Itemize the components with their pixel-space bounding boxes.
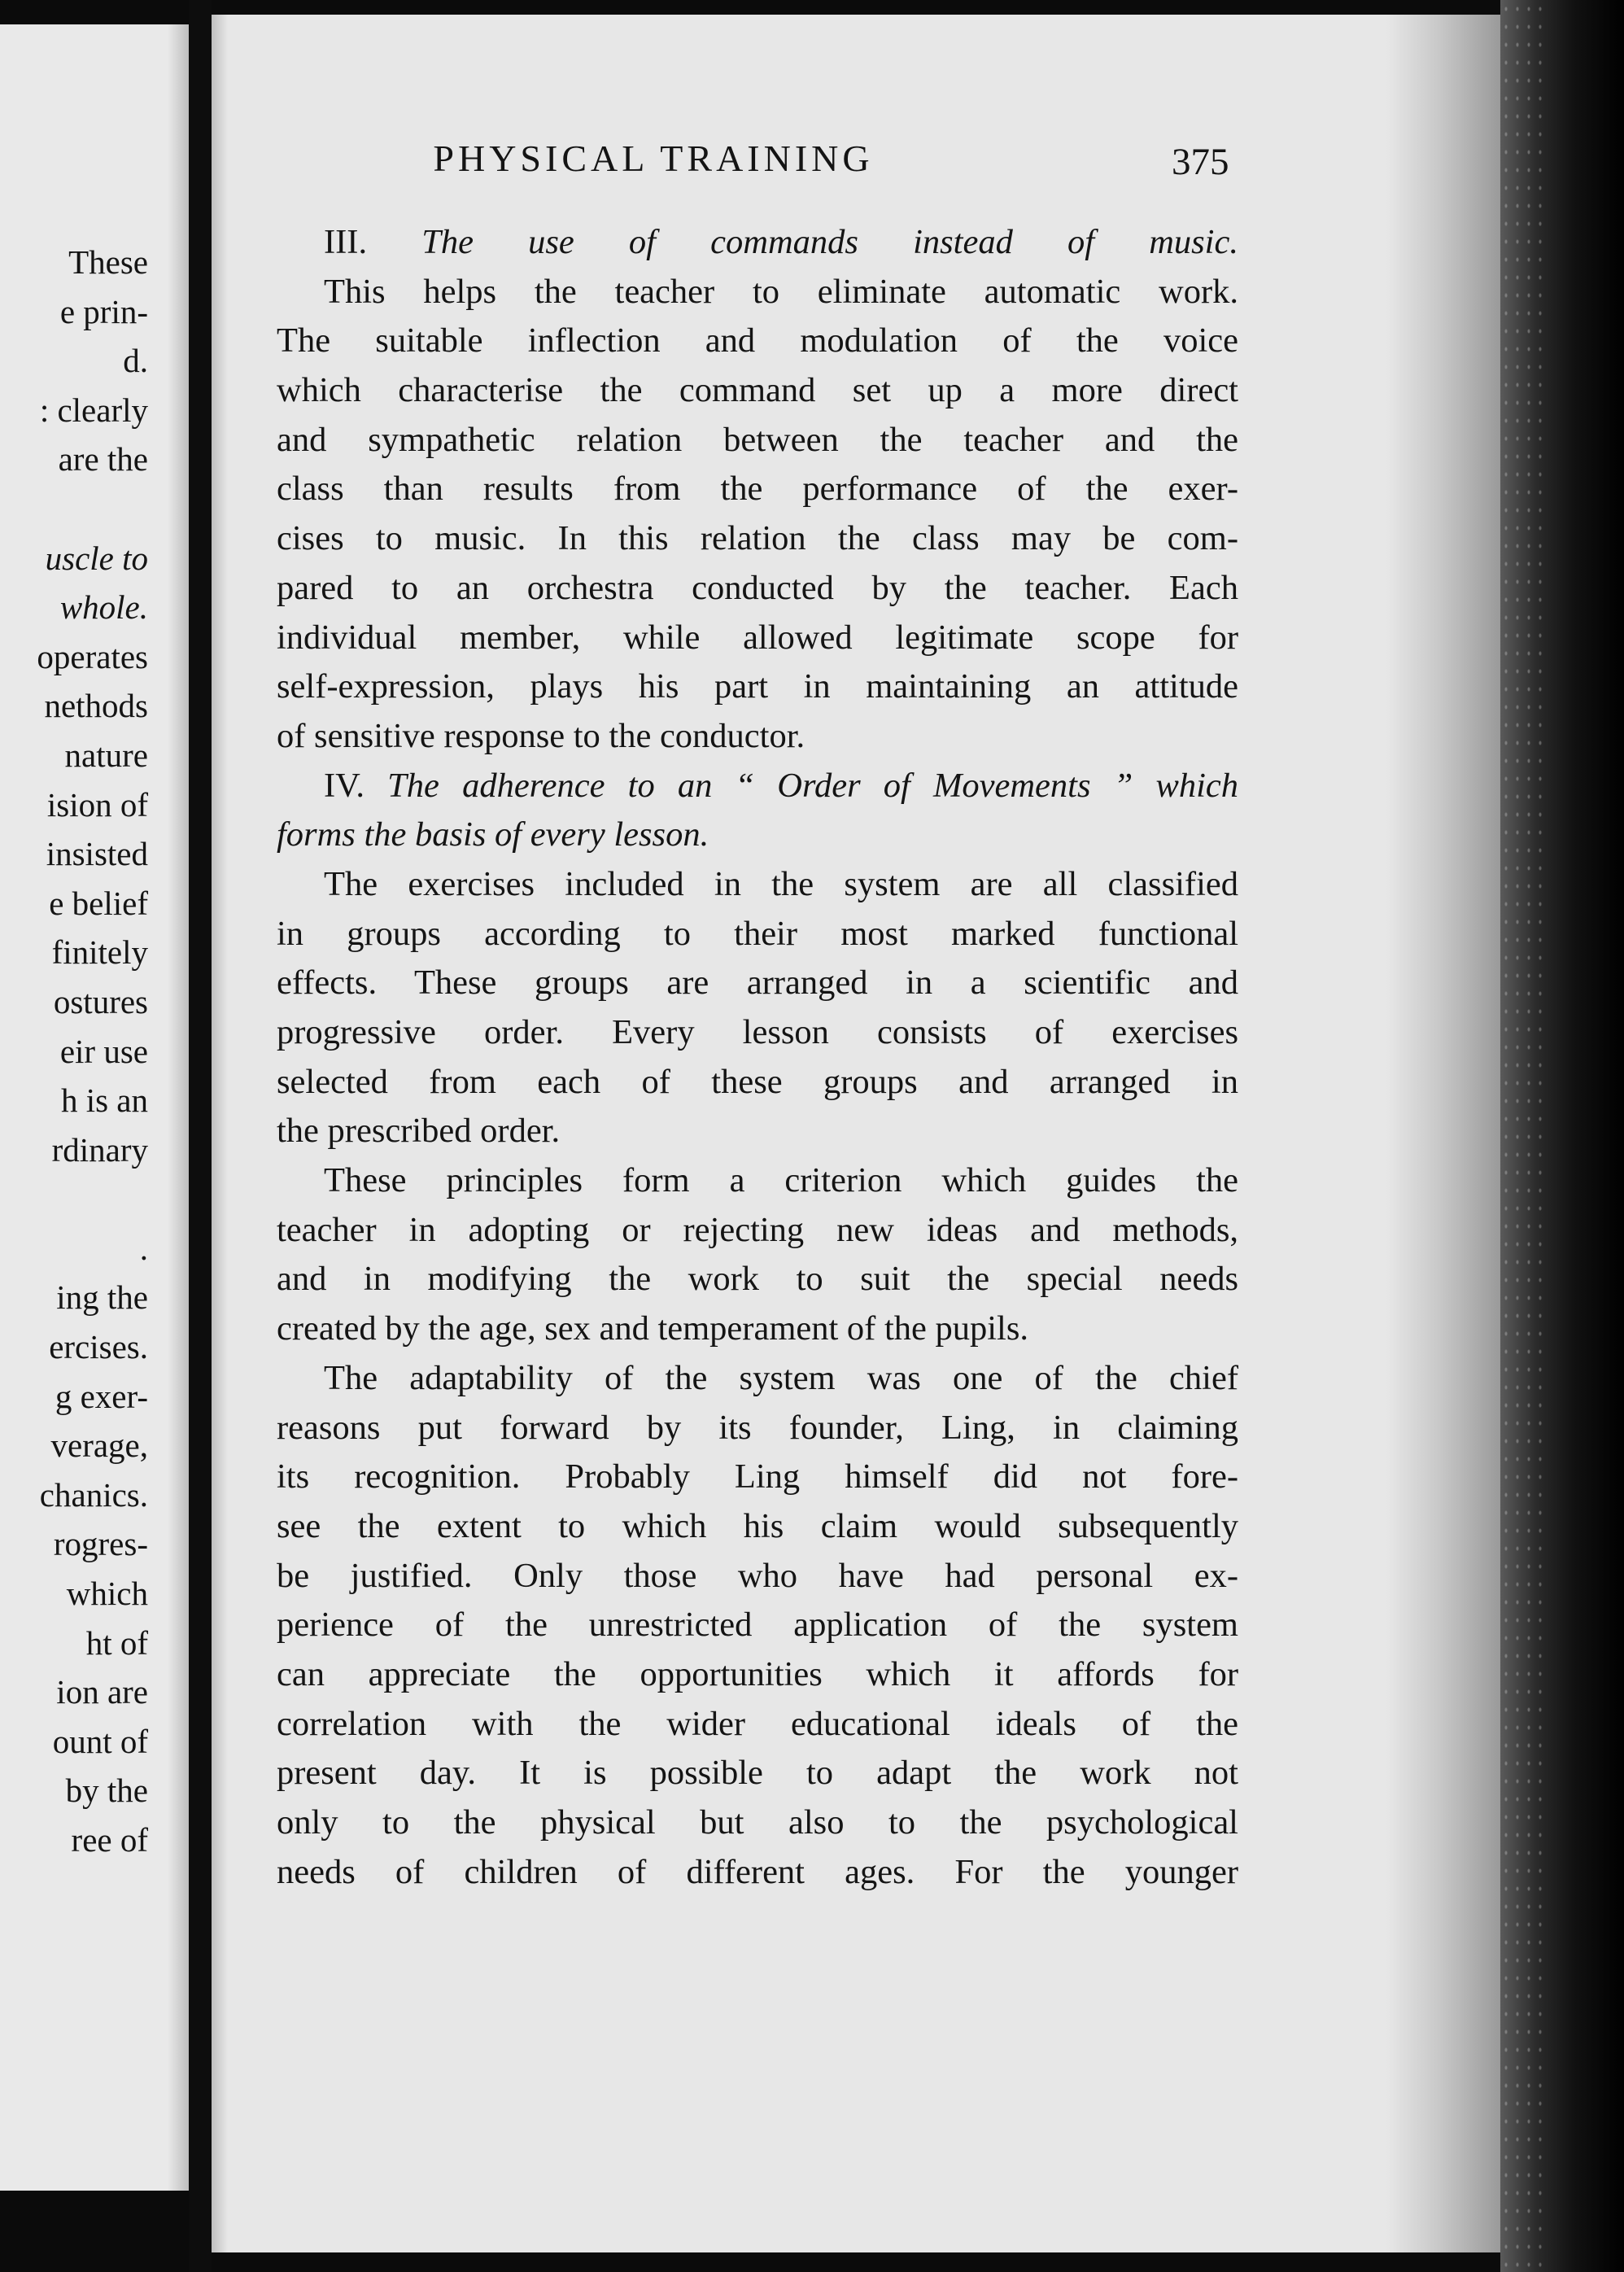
left-page-line: nature — [64, 736, 148, 774]
body-line: This helps the teacher to eliminate automatic work. — [324, 272, 1238, 311]
body-line: The suitable inflection and modulation of the voice — [277, 321, 1238, 360]
body-line: created by the age, sex and temperament of the pupils. — [277, 1309, 1029, 1348]
left-page-line: . — [139, 1229, 148, 1267]
body-line: The exercises included in the system are all classified — [324, 864, 1238, 903]
page-number: 375 — [1172, 141, 1229, 183]
body-line: the prescribed order. — [277, 1112, 561, 1151]
section-numeral: III. — [324, 223, 422, 261]
section-heading-line — [277, 762, 1238, 811]
section-heading-text: The adherence to an “ Order of Movements ” which — [387, 766, 1238, 805]
body-line: The adaptability of the system was one of the chief — [324, 1358, 1238, 1397]
left-page-line: eir use — [59, 1032, 148, 1070]
left-page-line: : clearly — [39, 391, 148, 429]
left-page-line: ing the — [56, 1278, 148, 1317]
body-line: needs of children of different ages. For the younger — [277, 1852, 1238, 1891]
left-facing-page — [0, 24, 189, 2191]
body-text — [277, 218, 1238, 1897]
left-page-line: e belief — [49, 884, 148, 922]
left-page-line: h is an — [60, 1081, 148, 1120]
body-line: can appreciate the opportunities which it affords for — [277, 1654, 1238, 1693]
body-line: see the extent to which his claim would subsequently — [277, 1506, 1238, 1545]
left-page-gutter-shadow — [168, 24, 189, 2191]
body-line: cises to music. In this relation the class may be com- — [277, 519, 1238, 558]
body-line: its recognition. Probably Ling himself did not fore- — [277, 1457, 1238, 1496]
left-page-line — [37, 484, 148, 534]
left-page-line: rdinary — [51, 1130, 148, 1169]
body-line: progressive order. Every lesson consists of exercises — [277, 1013, 1238, 1051]
left-page-line: These — [68, 243, 148, 281]
left-page-line: d. — [123, 342, 148, 380]
left-page-line: ostures — [53, 982, 148, 1020]
body-line: selected from each of these groups and arranged in — [277, 1062, 1238, 1101]
left-page-line: uscle to — [45, 539, 148, 577]
section-numeral: IV. — [324, 766, 388, 805]
left-page-line: ount of — [52, 1722, 148, 1760]
running-head: PHYSICAL TRAINING — [433, 138, 874, 179]
main-page-outer-shadow — [1386, 15, 1500, 2252]
body-line: which characterise the command set up a more direct — [277, 371, 1238, 410]
left-page-line — [37, 1174, 148, 1224]
left-page-line: ercises. — [49, 1328, 148, 1366]
left-page-text — [37, 238, 148, 1865]
left-page-line: by the — [65, 1772, 148, 1810]
left-page-line: which — [66, 1575, 148, 1613]
left-page-line: e prin- — [59, 292, 148, 330]
body-line: reasons put forward by its founder, Ling, in claiming — [277, 1408, 1238, 1447]
left-page-line: operates — [37, 637, 148, 675]
left-page-line: ion are — [56, 1673, 148, 1711]
body-line: individual member, while allowed legitimate scope for — [277, 618, 1238, 657]
body-line: perience of the unrestricted application of the system — [277, 1606, 1238, 1645]
body-line: These principles form a criterion which guides the — [324, 1161, 1238, 1200]
body-line: in groups according to their most marked functional — [277, 914, 1238, 953]
body-line: pared to an orchestra conducted by the teacher. Each — [277, 568, 1238, 607]
left-page-line: whole. — [59, 588, 148, 627]
edge-speckle — [1500, 0, 1549, 2272]
body-line: teacher in adopting or rejecting new ideas and methods, — [277, 1210, 1238, 1249]
left-page-line: nethods — [44, 687, 148, 725]
left-page-line: chanics. — [39, 1475, 148, 1514]
left-page-line: insisted — [46, 835, 148, 873]
page-gap — [189, 0, 212, 2272]
section-heading-text: The use of commands instead of music. — [421, 223, 1238, 261]
body-line: and sympathetic relation between the teacher and the — [277, 420, 1238, 459]
section-heading-line — [277, 218, 1238, 268]
body-line: of sensitive response to the conductor. — [277, 716, 805, 755]
body-line: effects. These groups are arranged in a scientific and — [277, 963, 1238, 1003]
left-page-line: g exer- — [55, 1377, 148, 1415]
body-line: and in modifying the work to suit the special needs — [277, 1260, 1238, 1299]
left-page-line: are the — [58, 440, 148, 478]
body-line: self-expression, plays his part in maintaining an attitude — [277, 667, 1238, 706]
body-line: only to the physical but also to the psychological — [277, 1803, 1238, 1842]
left-page-line: finitely — [51, 933, 148, 972]
body-line: be justified. Only those who have had personal ex- — [277, 1556, 1238, 1595]
section-heading-text: forms the basis of every lesson. — [277, 815, 709, 854]
main-page-inner-shadow — [212, 15, 228, 2252]
book-edge — [1500, 0, 1624, 2272]
left-page-line: ree of — [71, 1821, 148, 1859]
left-page-line: ht of — [85, 1623, 148, 1662]
left-page-line: rogres- — [53, 1525, 148, 1563]
body-line: class than results from the performance of the exer- — [277, 470, 1238, 509]
section-heading-line — [277, 810, 1238, 860]
left-page-line: ision of — [46, 785, 148, 824]
body-line: present day. It is possible to adapt the work not — [277, 1754, 1238, 1793]
body-line: correlation with the wider educational ideals of the — [277, 1704, 1238, 1743]
left-page-line: verage, — [50, 1427, 148, 1465]
